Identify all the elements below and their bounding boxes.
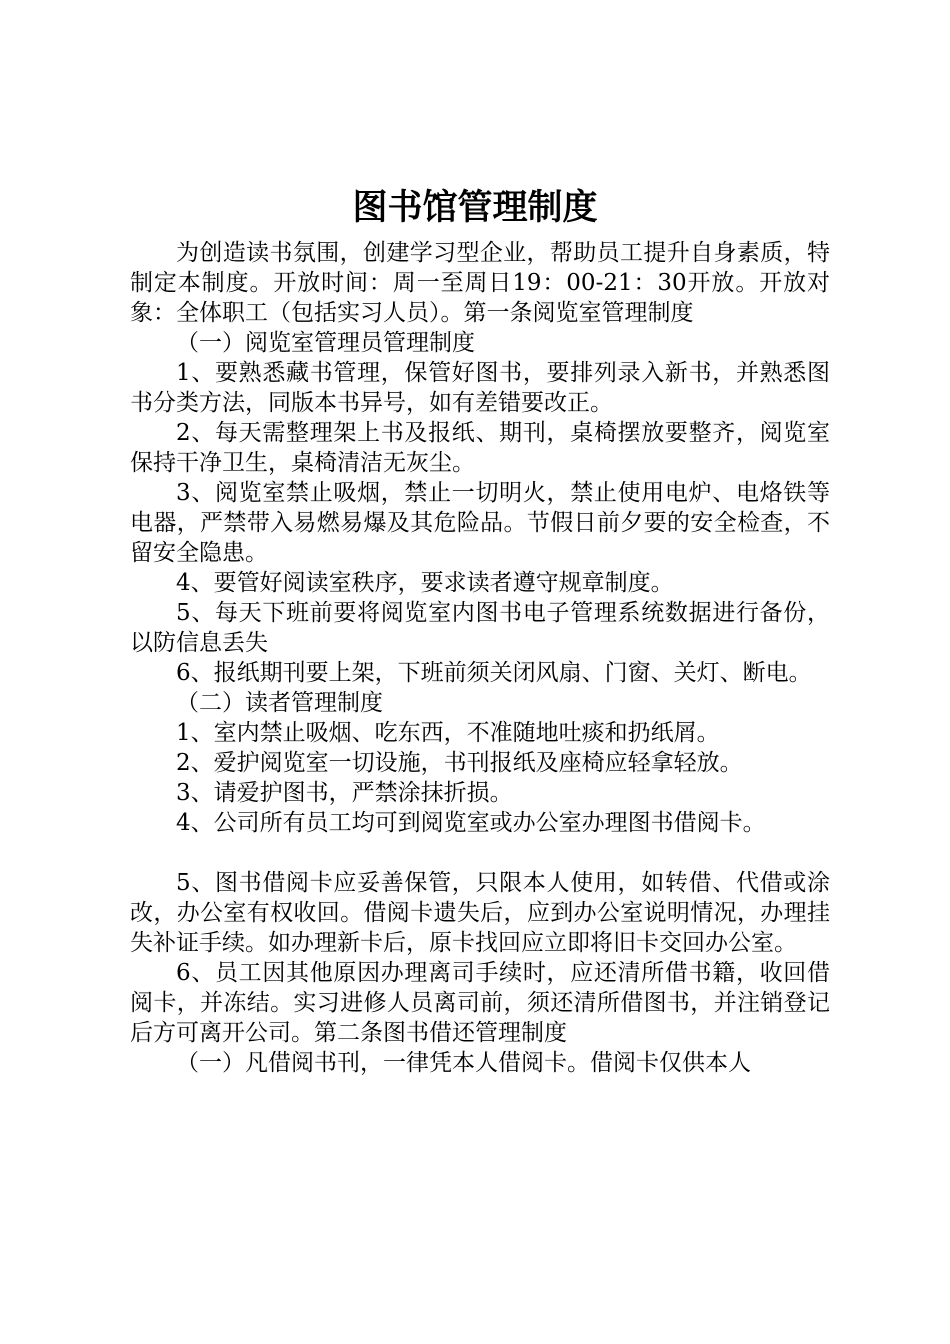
paragraph-item: 3、阅览室禁止吸烟，禁止一切明火，禁止使用电炉、电烙铁等电器，严禁带入易燃易爆及其危险品。节假日前夕要的安全检查，不留安全隐患。 (130, 480, 830, 566)
document-body (130, 238, 830, 1078)
paragraph-item: 4、要管好阅读室秩序，要求读者遵守规章制度。 (176, 570, 674, 596)
section-heading-reading-room-admin: （一）阅览室管理员管理制度 (176, 330, 475, 356)
paragraph-intro: 为创造读书氛围，创建学习型企业，帮助员工提升自身素质，特制定本制度。开放时间：周一至周日19：00-21：30开放。开放对象：全体职工（包括实习人员）。第一条阅览室管理制度 (130, 240, 830, 326)
paragraph-item: 5、图书借阅卡应妥善保管，只限本人使用，如转借、代借或涂改，办公室有权收回。借阅卡遗失后，应到办公室说明情况，办理挂失补证手续。如办理新卡后，原卡找回应立即将旧卡交回办公室。 (130, 870, 830, 956)
paragraph-item: （一）凡借阅书刊，一律凭本人借阅卡。借阅卡仅供本人 (176, 1050, 751, 1076)
paragraph-item: 4、公司所有员工均可到阅览室或办公室办理图书借阅卡。 (176, 810, 766, 836)
paragraph-item: 5、每天下班前要将阅览室内图书电子管理系统数据进行备份，以防信息丢失 (130, 600, 830, 656)
paragraph-item: 2、爱护阅览室一切设施，书刊报纸及座椅应轻拿轻放。 (176, 750, 743, 776)
document-title: 图书馆管理制度 (352, 188, 598, 228)
blank-line (130, 838, 830, 868)
paragraph-item: 6、员工因其他原因办理离司手续时，应还清所借书籍，收回借阅卡，并冻结。实习进修人员离司前，须还清所借图书，并注销登记后方可离开公司。第二条图书借还管理制度 (130, 960, 830, 1046)
paragraph-item: 6、报纸期刊要上架，下班前须关闭风扇、门窗、关灯、断电。 (176, 660, 812, 686)
paragraph-item: 3、请爱护图书，严禁涂抹折损。 (176, 780, 513, 806)
paragraph-item: 1、室内禁止吸烟、吃东西，不准随地吐痰和扔纸屑。 (176, 720, 720, 746)
section-heading-reader-rules: （二）读者管理制度 (176, 690, 383, 716)
paragraph-item: 1、要熟悉藏书管理，保管好图书，要排列录入新书，并熟悉图书分类方法，同版本书异号，如有差错要改正。 (130, 360, 830, 416)
paragraph-item: 2、每天需整理架上书及报纸、期刊，桌椅摆放要整齐，阅览室保持干净卫生，桌椅清洁无灰尘。 (130, 420, 830, 476)
